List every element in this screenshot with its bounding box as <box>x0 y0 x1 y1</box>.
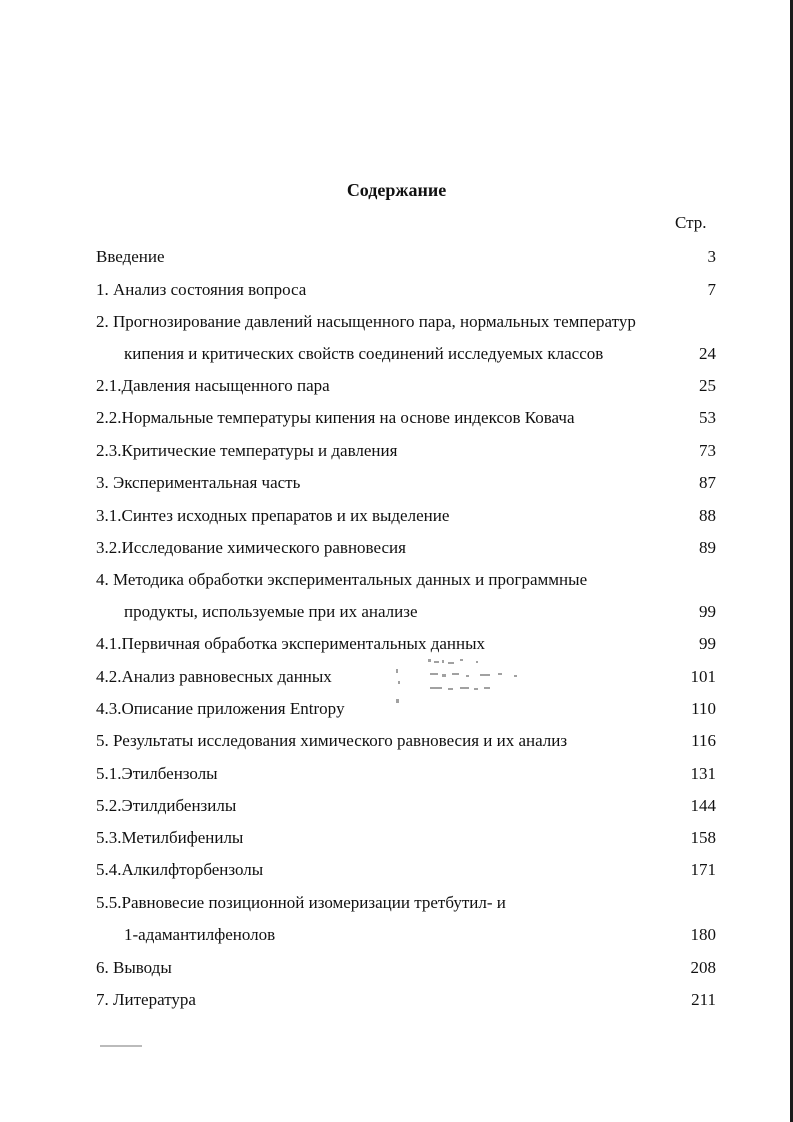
toc-entry-page: 24 <box>699 344 716 363</box>
toc-entry <box>96 729 716 753</box>
toc-entry-label: 4.2.Анализ равновесных данных <box>96 667 332 686</box>
toc-entry-label: 5.2.Этилдибензилы <box>96 796 237 815</box>
toc-entry-label: 5.3.Метилбифенилы <box>96 828 244 847</box>
toc-entry-label: 7. Литература <box>96 990 196 1009</box>
toc-entry-page: 116 <box>691 731 716 750</box>
stamp-smudge-mark <box>390 655 540 710</box>
toc-entry-label: 4.1.Первичная обработка экспериментальных данных <box>96 634 486 653</box>
toc-entry <box>96 439 716 463</box>
toc-entry <box>96 406 716 430</box>
toc-entry-page: 73 <box>699 441 716 460</box>
toc-entry-label: 4. Методика обработки экспериментальных данных и программные <box>96 570 588 589</box>
toc-entry <box>96 956 716 980</box>
toc-entry-label: 2.3.Критические температуры и давления <box>96 441 398 460</box>
toc-entry <box>96 504 716 528</box>
toc-entry <box>96 536 716 560</box>
toc-entry-label: продукты, используемые при их анализе <box>124 602 418 621</box>
toc-entry <box>96 632 716 656</box>
toc-entry-label: 5. Результаты исследования химического равновесия и их анализ <box>96 731 568 750</box>
toc-entry-label: Введение <box>96 247 165 266</box>
toc-entry-label: 5.1.Этилбензолы <box>96 764 218 783</box>
toc-entry <box>96 826 716 850</box>
toc-entry-page: 25 <box>699 376 716 395</box>
toc-entry <box>96 891 716 915</box>
toc-entry-page: 131 <box>690 764 716 783</box>
toc-entry <box>96 600 716 624</box>
scan-artifact-mark <box>100 1045 142 1047</box>
toc-entry <box>96 988 716 1012</box>
page-title: Содержание <box>346 180 447 200</box>
toc-entry-page: 180 <box>690 925 716 944</box>
toc-entry <box>96 374 716 398</box>
toc-entry-page: 171 <box>690 860 716 879</box>
toc-entry <box>96 342 716 366</box>
toc-entry-page: 211 <box>691 990 716 1009</box>
toc-entry-page: 101 <box>690 667 716 686</box>
toc-entry <box>96 278 716 302</box>
toc-entry-label: 5.5.Равновесие позиционной изомеризации третбутил- и <box>96 893 506 912</box>
toc-entry-page: 3 <box>707 247 716 266</box>
toc-entry-page: 87 <box>699 473 716 492</box>
toc-entry <box>96 568 716 592</box>
toc-entry <box>96 762 716 786</box>
toc-entry <box>96 471 716 495</box>
toc-entry-label: кипения и критических свойств соединений исследуемых классов <box>124 344 604 363</box>
toc-entry-label: 3. Экспериментальная часть <box>96 473 301 492</box>
toc-entry-label: 4.3.Описание приложения Entropy <box>96 699 345 718</box>
toc-entry-label: 1. Анализ состояния вопроса <box>96 280 307 299</box>
toc-entry-label: 1-адамантилфенолов <box>124 925 276 944</box>
toc-entry-label: 6. Выводы <box>96 958 172 977</box>
toc-entry <box>96 858 716 882</box>
toc-entry-page: 158 <box>690 828 716 847</box>
toc-entry <box>96 310 716 334</box>
toc-entry <box>96 794 716 818</box>
toc-entry-label: 2.1.Давления насыщенного пара <box>96 376 330 395</box>
toc-entry <box>96 245 716 269</box>
toc-entry-page: 99 <box>699 634 716 653</box>
toc-entry-page: 53 <box>699 408 716 427</box>
toc-entry-page: 99 <box>699 602 716 621</box>
toc-entry <box>96 923 716 947</box>
toc-entry-label: 2. Прогнозирование давлений насыщенного пара, нормальных температур <box>96 312 636 331</box>
toc-entry-label: 3.2.Исследование химического равновесия <box>96 538 406 557</box>
toc-entry-label: 5.4.Алкилфторбензолы <box>96 860 264 879</box>
toc-entry-page: 208 <box>690 958 716 977</box>
toc-entry-label: 2.2.Нормальные температуры кипения на основе индексов Ковача <box>96 408 575 427</box>
toc-entry-page: 7 <box>707 280 716 299</box>
toc-entry-label: 3.1.Синтез исходных препаратов и их выделение <box>96 506 450 525</box>
toc-entry-page: 88 <box>699 506 716 525</box>
page-column-header: Стр. <box>675 213 707 232</box>
toc-entry-page: 89 <box>699 538 716 557</box>
toc-entry-page: 144 <box>690 796 716 815</box>
toc-entry-page: 110 <box>691 699 716 718</box>
